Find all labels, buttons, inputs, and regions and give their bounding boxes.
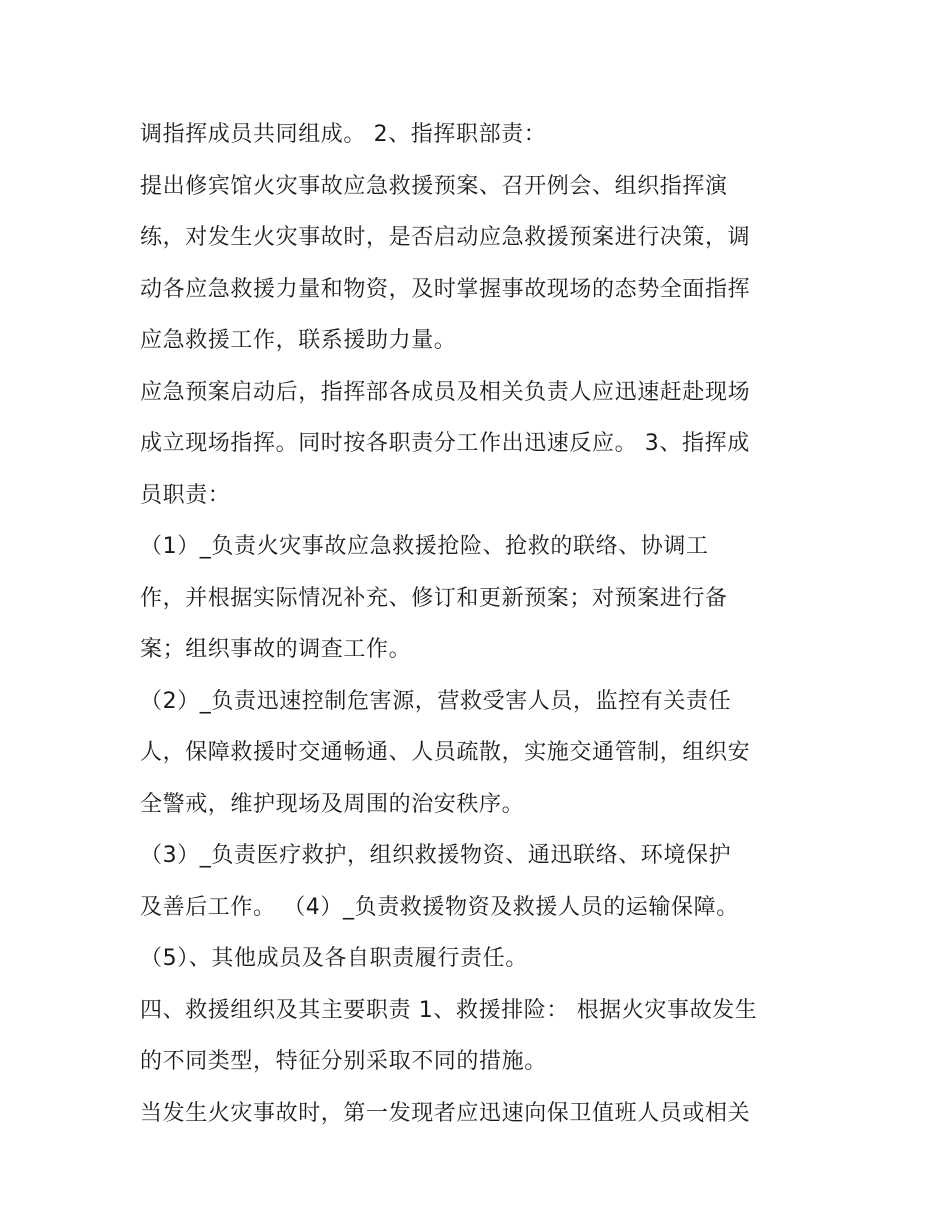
text-line: 应急救援工作，联系援助力量。 <box>140 328 457 353</box>
text-line: 应急预案启动后，指挥部各成员及相关负责人应迅速赶赴现场 <box>140 379 751 405</box>
text-line: 动各应急救援力量和物资，及时掌握事故现场的态势全面指挥 <box>140 276 751 302</box>
text-line: 当发生火灾事故时，第一发现者应迅速向保卫值班人员或相关 <box>140 1100 751 1126</box>
text-line: （2）_负责迅速控制危害源，营救受害人员，监控有关责任 <box>140 688 732 714</box>
text-line: 成立现场指挥。同时按各职责分工作出迅速反应。 3、指挥成 <box>140 431 750 456</box>
text-line: （1）_负责火灾事故应急救援抢险、抢救的联络、协调工 <box>140 534 709 559</box>
text-line: 调指挥成员共同组成。 2、指挥职部责： <box>140 122 547 147</box>
text-line: 及善后工作。 （4）_负责救援物资及救援人员的运输保障。 <box>140 894 739 920</box>
text-line: 提出修宾馆火灾事故应急救援预案、召开例会、组织指挥演 <box>140 173 728 199</box>
text-line: 四、救援组织及其主要职责 1、救援排险： 根据火灾事故发生 <box>140 997 758 1023</box>
text-line: 练，对发生火灾事故时，是否启动应急救援预案进行决策，调 <box>140 225 751 250</box>
text-line: 的不同类型，特征分别采取不同的措施。 <box>140 1049 547 1074</box>
text-line: （5）、其他成员及各自职责履行责任。 <box>140 946 528 971</box>
document-body <box>140 109 820 1139</box>
text-line: 作，并根据实际情况补充、修订和更新预案；对预案进行备 <box>140 585 728 611</box>
text-line: 员职责： <box>140 482 231 508</box>
text-line: 人，保障救援时交通畅通、人员疏散，实施交通管制，组织安 <box>140 740 751 765</box>
text-line: （3）_负责医疗救护，组织救援物资、通迅联络、环境保护 <box>140 843 732 868</box>
text-line: 案；组织事故的调查工作。 <box>140 637 412 662</box>
text-line: 全警戒，维护现场及周围的治安秩序。 <box>140 791 525 817</box>
